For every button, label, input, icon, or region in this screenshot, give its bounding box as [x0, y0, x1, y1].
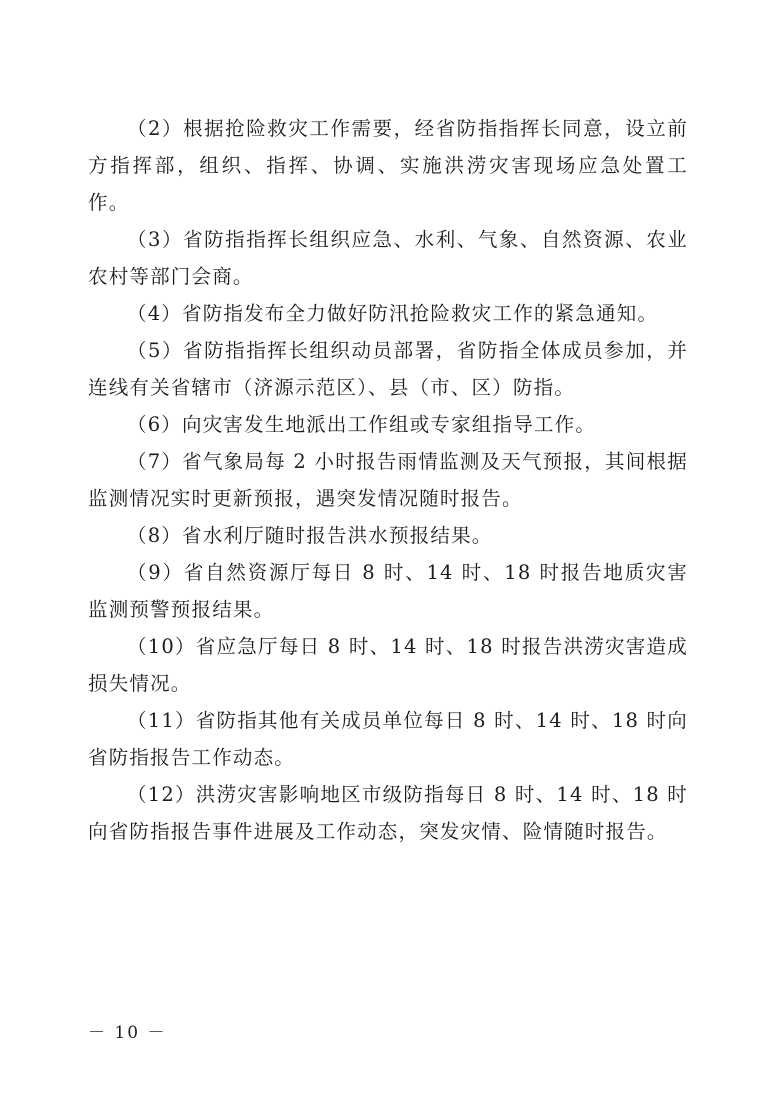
paragraph-item-9: （9）省自然资源厅每日 8 时、14 时、18 时报告地质灾害监测预警预报结果。	[88, 561, 688, 621]
paragraph-item-3: （3）省防指指挥长组织应急、水利、气象、自然资源、农业农村等部门会商。	[88, 228, 688, 288]
paragraph-item-7: （7）省气象局每 2 小时报告雨情监测及天气预报，其间根据监测情况实时更新预报，遇突发情况随时报告。	[88, 450, 688, 510]
paragraph-item-10: （10）省应急厅每日 8 时、14 时、18 时报告洪涝灾害造成损失情况。	[88, 635, 688, 695]
page-number: － 10 －	[88, 1023, 167, 1043]
paragraph-item-4: （4）省防指发布全力做好防汛抢险救灾工作的紧急通知。	[127, 302, 659, 325]
paragraph-item-12: （12）洪涝灾害影响地区市级防指每日 8 时、14 时、18 时向省防指报告事件进展及工作动态，突发灾情、险情随时报告。	[88, 783, 688, 843]
paragraph-item-5: （5）省防指指挥长组织动员部署，省防指全体成员参加，并连线有关省辖市（济源示范区）、县（市、区）防指。	[88, 339, 688, 399]
paragraph-item-8: （8）省水利厅随时报告洪水预报结果。	[127, 524, 493, 547]
paragraph-item-11: （11）省防指其他有关成员单位每日 8 时、14 时、18 时向省防指报告工作动态。	[88, 709, 688, 769]
paragraph-item-6: （6）向灾害发生地派出工作组或专家组指导工作。	[127, 413, 597, 436]
document-body	[88, 110, 688, 850]
paragraph-item-2: （2）根据抢险救灾工作需要，经省防指指挥长同意，设立前方指挥部，组织、指挥、协调、实施洪涝灾害现场应急处置工作。	[88, 117, 688, 214]
